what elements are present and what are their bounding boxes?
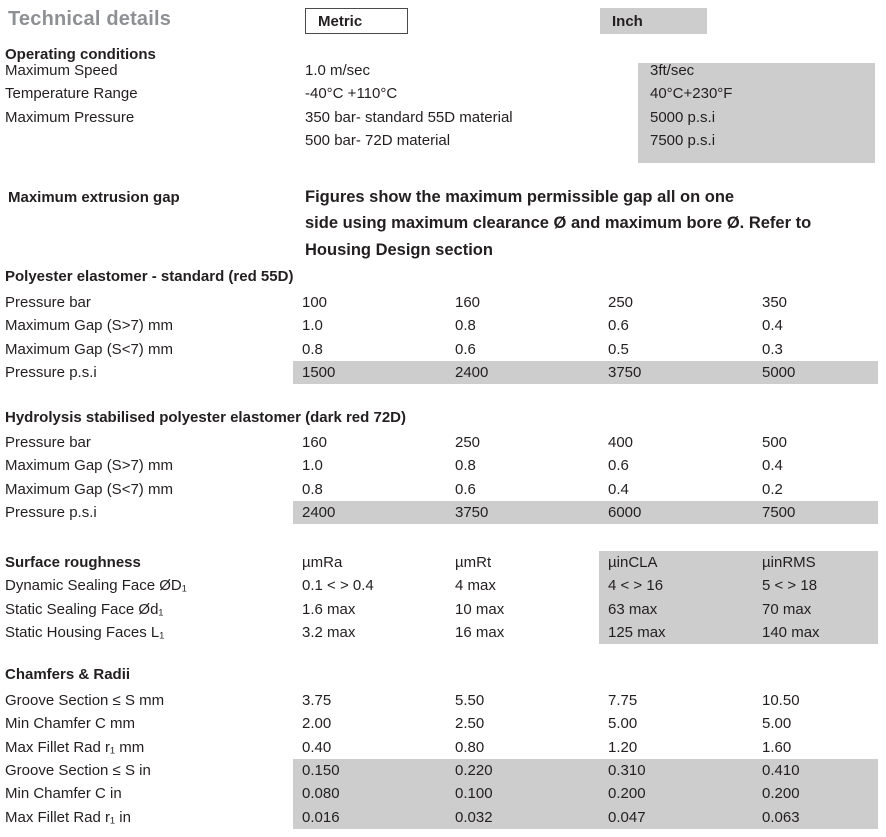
table-row	[0, 574, 878, 597]
row-label	[0, 129, 293, 152]
inch-value: 3ft/sec	[650, 62, 695, 80]
cell-value: 0.063	[753, 805, 878, 828]
table-row	[0, 478, 878, 501]
cell-value: 0.8	[302, 480, 323, 498]
row-label: Pressure bar	[5, 434, 91, 452]
cell-value: 0.100	[446, 782, 599, 805]
cell-value: 125 max	[599, 621, 753, 644]
row-label: Min Chamfer C mm	[5, 715, 136, 733]
cell-value: 0.4	[608, 480, 629, 498]
table-row	[0, 598, 878, 621]
cell-value: 1.60	[762, 738, 792, 756]
cell-value: 250	[455, 434, 481, 452]
surface-roughness-heading: Surface roughness	[5, 554, 141, 572]
cell-value: 0.6	[608, 317, 629, 335]
cell-value: 0.200	[753, 782, 878, 805]
row-label: Static Sealing Face Ød₁	[5, 600, 164, 618]
table-row	[0, 782, 878, 805]
cell-value: 0.80	[455, 738, 485, 756]
row-label: Pressure p.s.i	[5, 504, 97, 522]
row-label: Pressure bar	[5, 294, 91, 312]
cell-value: 5000	[753, 361, 878, 384]
cell-value: 0.150	[293, 759, 446, 782]
extrusion-gap-text	[305, 184, 878, 263]
table-row	[0, 805, 878, 828]
cell-value: 0.6	[455, 480, 476, 498]
cell-value: 500	[762, 434, 788, 452]
cell-value: 0.6	[608, 457, 629, 475]
row-label: Maximum Pressure	[5, 108, 135, 126]
table-row-psi	[0, 361, 878, 384]
table-row	[0, 712, 878, 735]
cell-value: 0.016	[293, 805, 446, 828]
table-row	[0, 106, 878, 129]
row-label: Max Fillet Rad r₁ mm	[5, 738, 145, 756]
row-label: Groove Section ≤ S mm	[5, 692, 165, 710]
cell-value: 3.75	[302, 692, 332, 710]
cell-value: 2.50	[455, 715, 485, 733]
table-row	[0, 291, 878, 314]
cell-value: 0.8	[302, 340, 323, 358]
cell-value: 5.00	[762, 715, 792, 733]
cell-value: 4 max	[455, 577, 496, 595]
table-row	[0, 759, 878, 782]
row-label: Dynamic Sealing Face ØD₁	[5, 577, 187, 595]
cell-value: 7.75	[608, 692, 638, 710]
cell-value: 0.200	[599, 782, 753, 805]
cell-value: 3750	[446, 501, 599, 524]
row-label: Maximum Gap (S<7) mm	[5, 340, 173, 358]
cell-value: 7500	[753, 501, 878, 524]
metric-value: 1.0 m/sec	[305, 62, 371, 80]
table-row	[0, 621, 878, 644]
table-row	[0, 314, 878, 337]
row-label: Maximum Gap (S<7) mm	[5, 480, 173, 498]
extrusion-gap-line: Figures show the maximum permissible gap all on one	[305, 188, 735, 206]
column-header: µinCLA	[599, 551, 753, 574]
cell-value: 0.032	[446, 805, 599, 828]
cell-value: 0.40	[302, 738, 332, 756]
extrusion-gap-line: Housing Design section	[305, 240, 493, 259]
operating-conditions-heading: Operating conditions	[5, 46, 156, 63]
row-label: Max Fillet Rad r₁ in	[5, 808, 131, 826]
cell-value: 2400	[293, 501, 446, 524]
cell-value: 3.2 max	[302, 624, 356, 642]
cell-value: 5.50	[455, 692, 485, 710]
column-header: µmRa	[302, 554, 343, 572]
cell-value: 2.00	[302, 715, 332, 733]
table-row	[0, 338, 878, 361]
row-label: Maximum Speed	[5, 62, 118, 80]
table-row	[0, 129, 878, 152]
cell-value: 1.0	[302, 457, 323, 475]
cell-value: 0.4	[762, 317, 783, 335]
row-label: Static Housing Faces L₁	[5, 624, 165, 642]
cell-value: 0.4	[762, 457, 783, 475]
cell-value: 2400	[446, 361, 599, 384]
cell-value: 1.6 max	[302, 600, 356, 618]
cell-value: 1.20	[608, 738, 638, 756]
cell-value: 0.3	[762, 340, 783, 358]
cell-value: 0.8	[455, 317, 476, 335]
cell-value: 0.6	[455, 340, 476, 358]
cell-value: 140 max	[753, 621, 878, 644]
metric-toggle-button[interactable]: Metric	[305, 8, 408, 34]
table-row-psi	[0, 501, 878, 524]
cell-value: 70 max	[753, 598, 878, 621]
cell-value: 0.047	[599, 805, 753, 828]
inch-toggle-button[interactable]: Inch	[600, 8, 707, 34]
inch-value: 5000 p.s.i	[650, 108, 716, 126]
cell-value: 160	[455, 294, 481, 312]
row-label: Temperature Range	[5, 85, 138, 103]
row-label: Groove Section ≤ S in	[5, 762, 151, 780]
inch-value: 7500 p.s.i	[650, 132, 716, 150]
cell-value: 0.410	[753, 759, 878, 782]
table-row	[0, 689, 878, 712]
row-label: Min Chamfer C in	[5, 785, 122, 803]
table-72d-heading: Hydrolysis stabilised polyester elastomer (dark red 72D)	[5, 409, 406, 426]
table-72d-section	[0, 431, 878, 524]
cell-value: 400	[608, 434, 634, 452]
cell-value: 0.1 < > 0.4	[302, 577, 374, 595]
cell-value: 5.00	[608, 715, 638, 733]
column-header: µinRMS	[753, 551, 878, 574]
table-55d-heading: Polyester elastomer - standard (red 55D)	[5, 268, 294, 285]
cell-value: 1.0	[302, 317, 323, 335]
table-row	[0, 59, 878, 82]
row-label: Maximum Gap (S>7) mm	[5, 457, 173, 475]
cell-value: 250	[608, 294, 634, 312]
cell-value: 160	[302, 434, 328, 452]
table-row	[0, 736, 878, 759]
cell-value: 1500	[293, 361, 446, 384]
cell-value: 16 max	[455, 624, 505, 642]
column-header: µmRt	[455, 554, 492, 572]
cell-value: 100	[302, 294, 328, 312]
extrusion-gap-line: side using maximum clearance Ø and maximum bore Ø. Refer to	[305, 214, 812, 233]
cell-value: 3750	[599, 361, 753, 384]
cell-value: 5 < > 18	[753, 574, 878, 597]
table-55d-section	[0, 291, 878, 384]
cell-value: 0.8	[455, 457, 476, 475]
row-label: Pressure p.s.i	[5, 364, 97, 382]
metric-value: 500 bar- 72D material	[305, 132, 451, 150]
cell-value: 10 max	[455, 600, 505, 618]
chamfers-radii-section	[0, 689, 878, 829]
chamfers-radii-heading: Chamfers & Radii	[5, 666, 131, 683]
metric-value: 350 bar- standard 55D material	[305, 108, 513, 126]
cell-value: 0.5	[608, 340, 629, 358]
inch-value: 40°C+230°F	[650, 85, 733, 103]
cell-value: 4 < > 16	[599, 574, 753, 597]
cell-value: 10.50	[762, 692, 800, 710]
cell-value: 0.080	[293, 782, 446, 805]
cell-value: 350	[762, 294, 788, 312]
table-row	[0, 454, 878, 477]
cell-value: 0.220	[446, 759, 599, 782]
page-title: Technical details	[8, 8, 172, 30]
cell-value: 0.2	[762, 480, 783, 498]
cell-value: 6000	[599, 501, 753, 524]
table-row	[0, 82, 878, 105]
metric-value: -40°C +110°C	[305, 85, 398, 103]
table-row	[0, 431, 878, 454]
extrusion-gap-label: Maximum extrusion gap	[8, 189, 180, 206]
cell-value: 0.310	[599, 759, 753, 782]
cell-value: 63 max	[599, 598, 753, 621]
table-header-row	[0, 551, 878, 574]
surface-roughness-section	[0, 551, 878, 644]
operating-conditions-section	[0, 59, 878, 152]
row-label: Maximum Gap (S>7) mm	[5, 317, 173, 335]
